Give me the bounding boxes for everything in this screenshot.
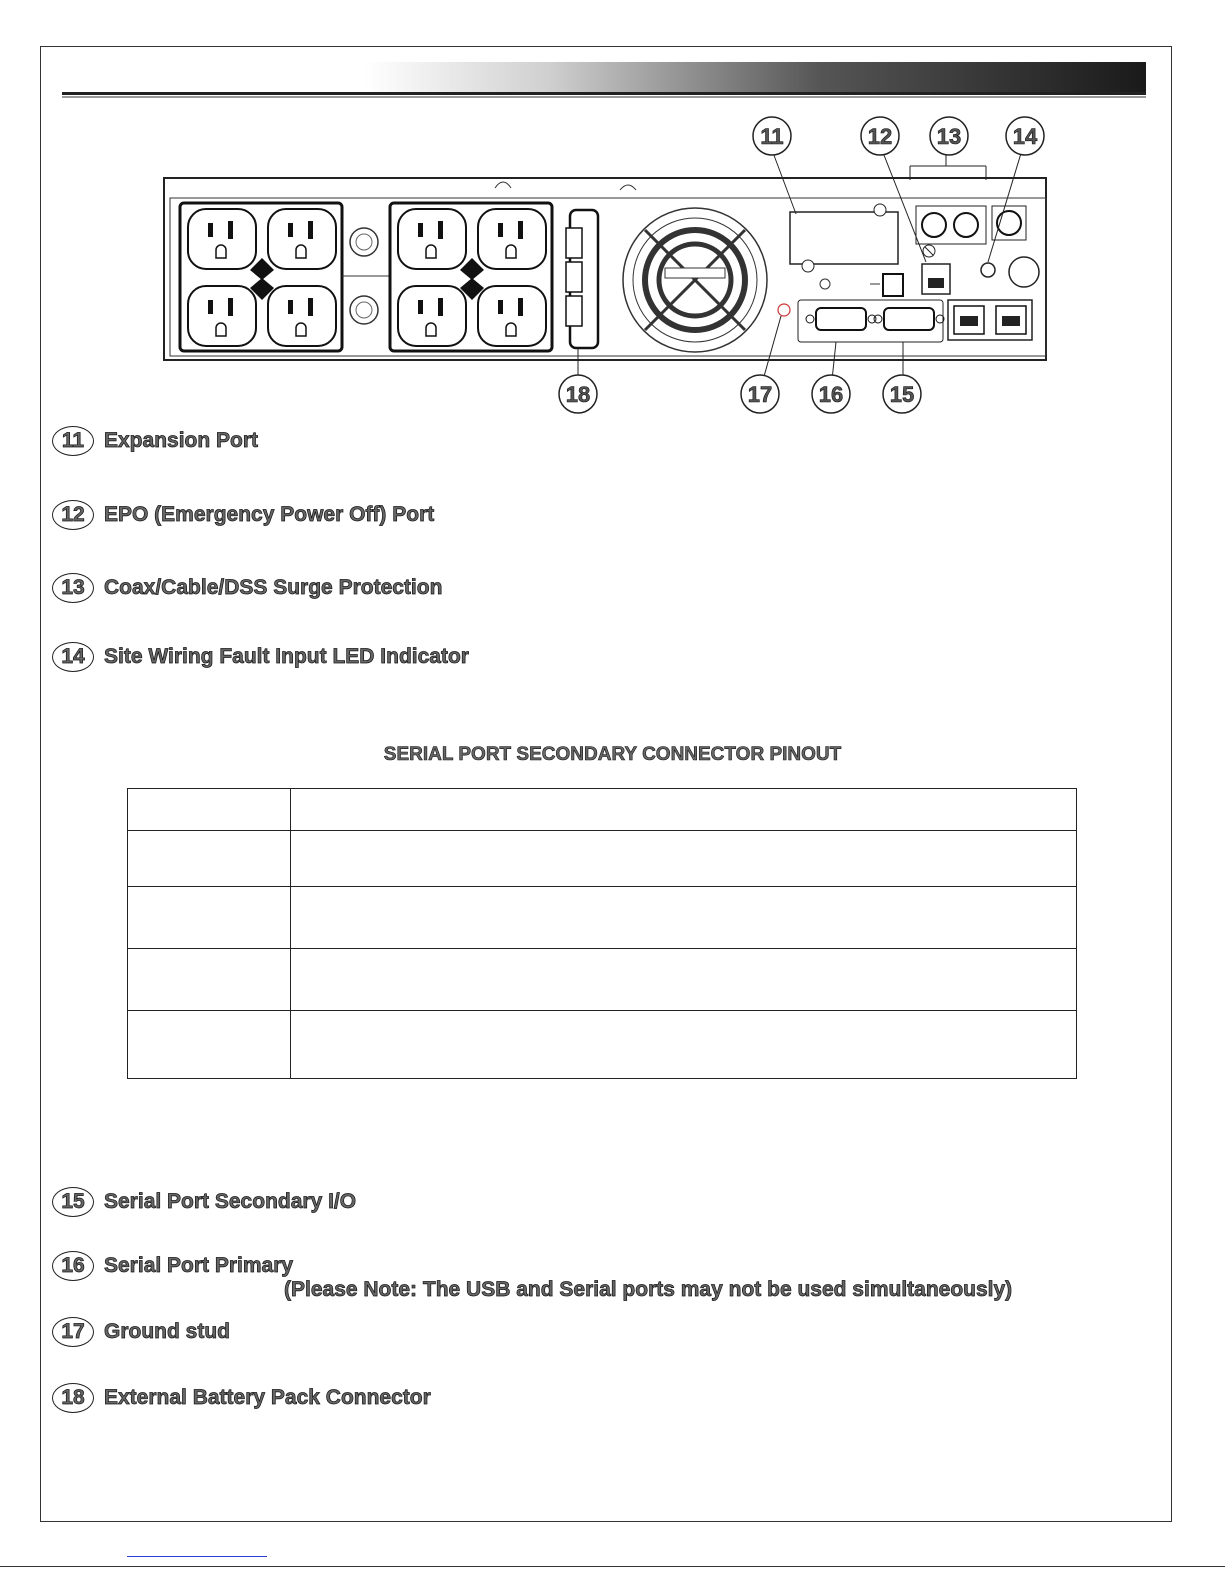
legend-label: Serial Port Secondary I/O [104,1190,357,1213]
rear-panel-svg [150,110,1060,430]
legend-badge: 13 [52,573,94,603]
legend-item-15 [52,1187,356,1217]
breaker-button [1009,257,1039,287]
legend-badge: 18 [52,1383,94,1413]
footer-link[interactable] [127,1556,267,1557]
outlet-icon [478,209,546,269]
description-cell [291,1011,1077,1079]
legend-item-16 [52,1251,293,1281]
ground-icon [778,304,790,316]
legend-item-18 [52,1383,431,1413]
legend-item-11 [52,426,258,456]
fan-icon [623,208,767,352]
description-cell [291,789,1077,831]
rj45-port-icon [954,306,984,334]
wiring-fault-led [981,263,995,277]
outlet-icon [188,286,256,346]
legend-label: Ground stud [104,1320,230,1343]
coax-connector-icon [916,206,1026,244]
callout-14 [1006,117,1044,155]
callout-16-label: 16 [818,382,844,407]
legend-badge: 17 [52,1317,94,1347]
callout-16 [812,375,850,413]
legend-label: Expansion Port [104,429,259,452]
callout-15 [883,375,921,413]
legend-label: Site Wiring Fault Input LED Indicator [104,645,469,668]
battery-connector [566,210,598,348]
callout-12-label: 12 [867,124,893,149]
description-cell [291,887,1077,949]
outlet-icon [268,209,336,269]
usb-serial-note: (Please Note: The USB and Serial ports may not be used simultaneously) [284,1278,1013,1301]
callout-11-label: 11 [760,124,784,149]
table-row [128,949,1077,1011]
outlet-icon [188,209,256,269]
callout-18 [559,375,597,413]
outlet-icon [398,286,466,346]
serial-port-icon [874,308,944,330]
legend-badge: 12 [52,500,94,530]
pin-cell [128,831,291,887]
legend-label: EPO (Emergency Power Off) Port [104,503,435,526]
callout-13-label: 13 [936,124,962,149]
outlet-icon [478,286,546,346]
table-title: SERIAL PORT SECONDARY CONNECTOR PINOUT [383,744,842,765]
callout-17 [741,375,779,413]
ups-rear-panel-diagram [150,110,1060,430]
legend-item-14 [52,642,469,672]
table-row [128,887,1077,949]
description-cell [291,949,1077,1011]
table-row [128,789,1077,831]
rj45-port-icon [996,306,1026,334]
outlet-icon [398,209,466,269]
legend-item-17 [52,1317,230,1347]
description-cell [291,831,1077,887]
header-bar [62,62,1146,95]
legend-badge: 16 [52,1251,94,1281]
expansion-port [790,204,898,272]
legend-item-12 [52,500,434,530]
legend-badge: 14 [52,642,94,672]
legend-badge: 15 [52,1187,94,1217]
legend-label: Coax/Cable/DSS Surge Protection [104,576,443,599]
table-row [128,831,1077,887]
callout-14-label: 14 [1012,124,1038,149]
serial-port-icon [806,308,876,330]
callout-18-label: 18 [565,382,591,407]
callout-11 [753,117,791,155]
legend-item-13 [52,573,442,603]
legend-badge: 11 [52,426,94,456]
callout-13 [930,117,968,155]
pinout-table [127,788,1077,1079]
callout-17-label: 17 [747,382,773,407]
legend-label: External Battery Pack Connector [104,1386,431,1409]
pin-cell [128,887,291,949]
legend-label: Serial Port Primary [104,1254,294,1277]
table-row [128,1011,1077,1079]
bottom-rule [0,1566,1225,1567]
pin-cell [128,789,291,831]
outlet-icon [268,286,336,346]
pin-cell [128,949,291,1011]
callout-15-label: 15 [889,382,915,407]
pin-cell [128,1011,291,1079]
callout-12 [861,117,899,155]
